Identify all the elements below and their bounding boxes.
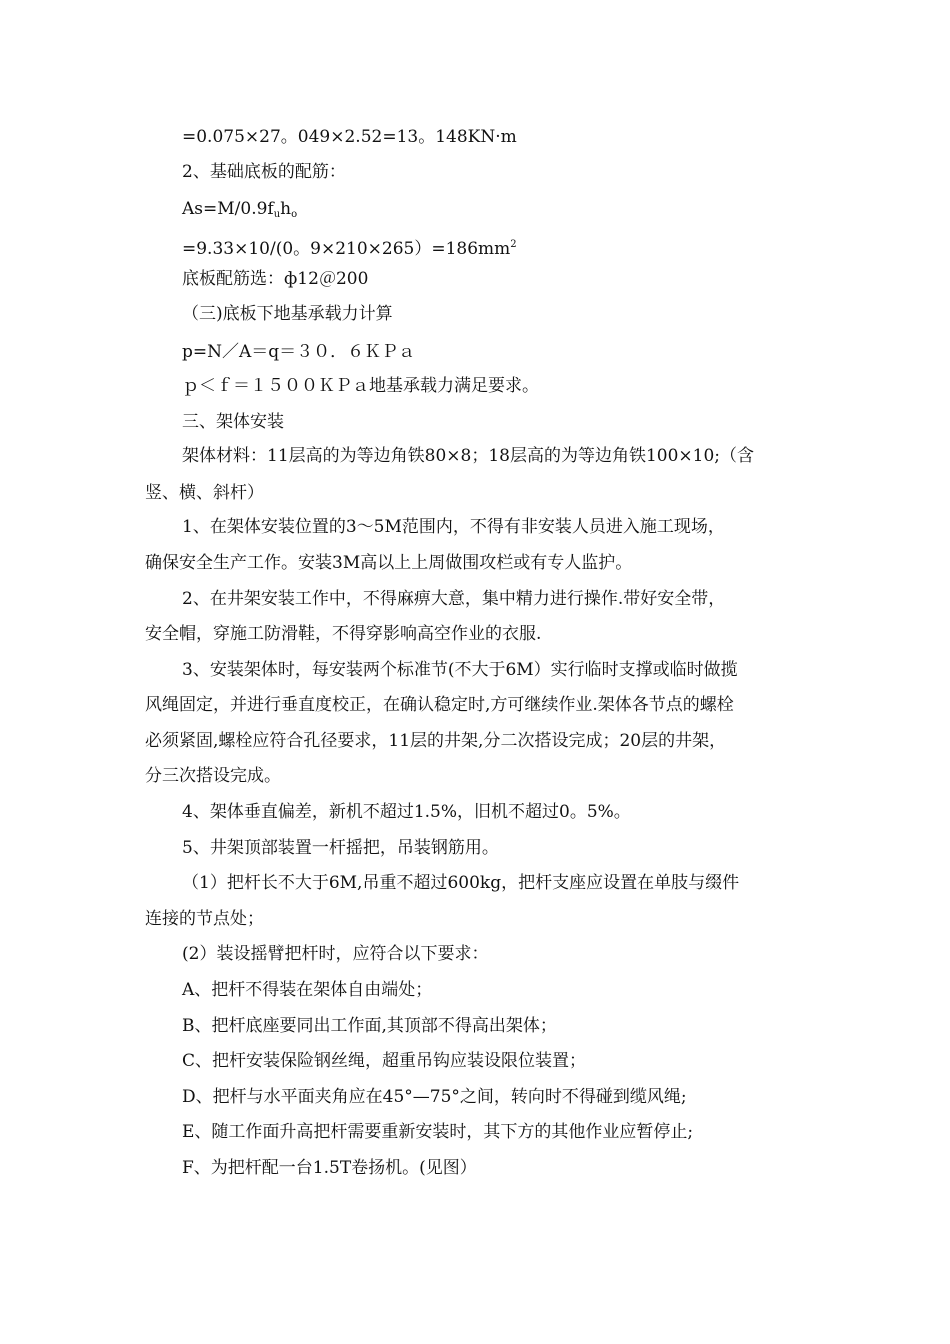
section-heading-installation: 三、架体安装 bbox=[182, 412, 284, 432]
paragraph-line: 确保安全生产工作。安装3M高以上上周做围攻栏或有专人监护。 bbox=[145, 553, 633, 573]
paragraph-line: 1、在架体安装位置的3～5M范围内，不得有非安装人员进入施工现场， bbox=[182, 517, 725, 537]
list-item: C、把杆安装保险钢丝绳，超重吊钩应装设限位装置； bbox=[182, 1051, 587, 1071]
paragraph-line: 3、安装架体时，每安装两个标准节(不大于6M）实行临时支撑或临时做揽 bbox=[182, 660, 738, 680]
rebar-selection: 底板配筋选：ф12＠200 bbox=[182, 269, 369, 289]
paragraph-line: 安全帽，穿施工防滑鞋，不得穿影响高空作业的衣服. bbox=[145, 624, 542, 644]
paragraph-line: 2、在井架安装工作中，不得麻痹大意，集中精力进行操作.带好安全带， bbox=[182, 589, 726, 609]
section-heading-reinforcement: 2、基础底板的配筋： bbox=[182, 162, 346, 182]
paragraph-line: 5、井架顶部装置一杆摇把，吊装钢筋用。 bbox=[182, 838, 499, 858]
paragraph-line: (2）装设摇臂把杆时，应符合以下要求： bbox=[182, 944, 489, 964]
paragraph-line: （1）把杆长不大于6M,吊重不超过600kg，把杆支座应设置在单肢与缀件 bbox=[182, 873, 740, 893]
formula-pressure: p=N／A＝q＝３０．６ＫＰａ bbox=[182, 342, 416, 362]
bearing-check: ｐ＜ｆ＝１５００ＫＰａ地基承载力满足要求。 bbox=[182, 376, 539, 396]
paragraph-line: 架体材料：11层高的为等边角铁80×8；18层高的为等边角铁100×10;（含 bbox=[182, 446, 755, 466]
moment-result: =0.075×27。049×2.52=13。148KN·m bbox=[182, 127, 517, 147]
formula-as-main: As=M/0.9f bbox=[182, 199, 274, 219]
paragraph-line: 竖、横、斜杆） bbox=[145, 483, 264, 503]
paragraph-line: 连接的节点处； bbox=[145, 909, 264, 929]
formula-as-result-sup: 2 bbox=[510, 239, 517, 250]
formula-as-result bbox=[182, 233, 517, 261]
list-item: D、把杆与水平面夹角应在45°—75°之间，转向时不得碰到缆风绳; bbox=[182, 1087, 687, 1107]
list-item: A、把杆不得装在架体自由端处； bbox=[182, 980, 433, 1000]
section-heading-bearing: （三)底板下地基承载力计算 bbox=[182, 304, 393, 324]
paragraph-line: 4、架体垂直偏差，新机不超过1.5%，旧机不超过0。5%。 bbox=[182, 802, 631, 822]
formula-as-sub-u: u bbox=[273, 209, 281, 220]
formula-as bbox=[182, 197, 297, 227]
formula-as-h: h bbox=[280, 199, 292, 219]
paragraph-line: 必须紧固,螺栓应符合孔径要求，11层的井架,分二次搭设完成；20层的井架， bbox=[145, 731, 727, 751]
paragraph-line: 风绳固定，并进行垂直度校正，在确认稳定时,方可继续作业.架体各节点的螺栓 bbox=[145, 695, 734, 715]
formula-as-sub-o: o bbox=[291, 209, 298, 220]
list-item: B、把杆底座要同出工作面,其顶部不得高出架体； bbox=[182, 1016, 557, 1036]
paragraph-line: 分三次搭设完成。 bbox=[145, 766, 281, 786]
list-item: F、为把杆配一台1.5T卷扬机。(见图） bbox=[182, 1158, 477, 1178]
list-item: E、随工作面升高把杆需要重新安装时，其下方的其他作业应暂停止; bbox=[182, 1122, 694, 1142]
formula-as-result-main: =9.33×10/(0。9×210×265）=186mm bbox=[182, 239, 511, 259]
